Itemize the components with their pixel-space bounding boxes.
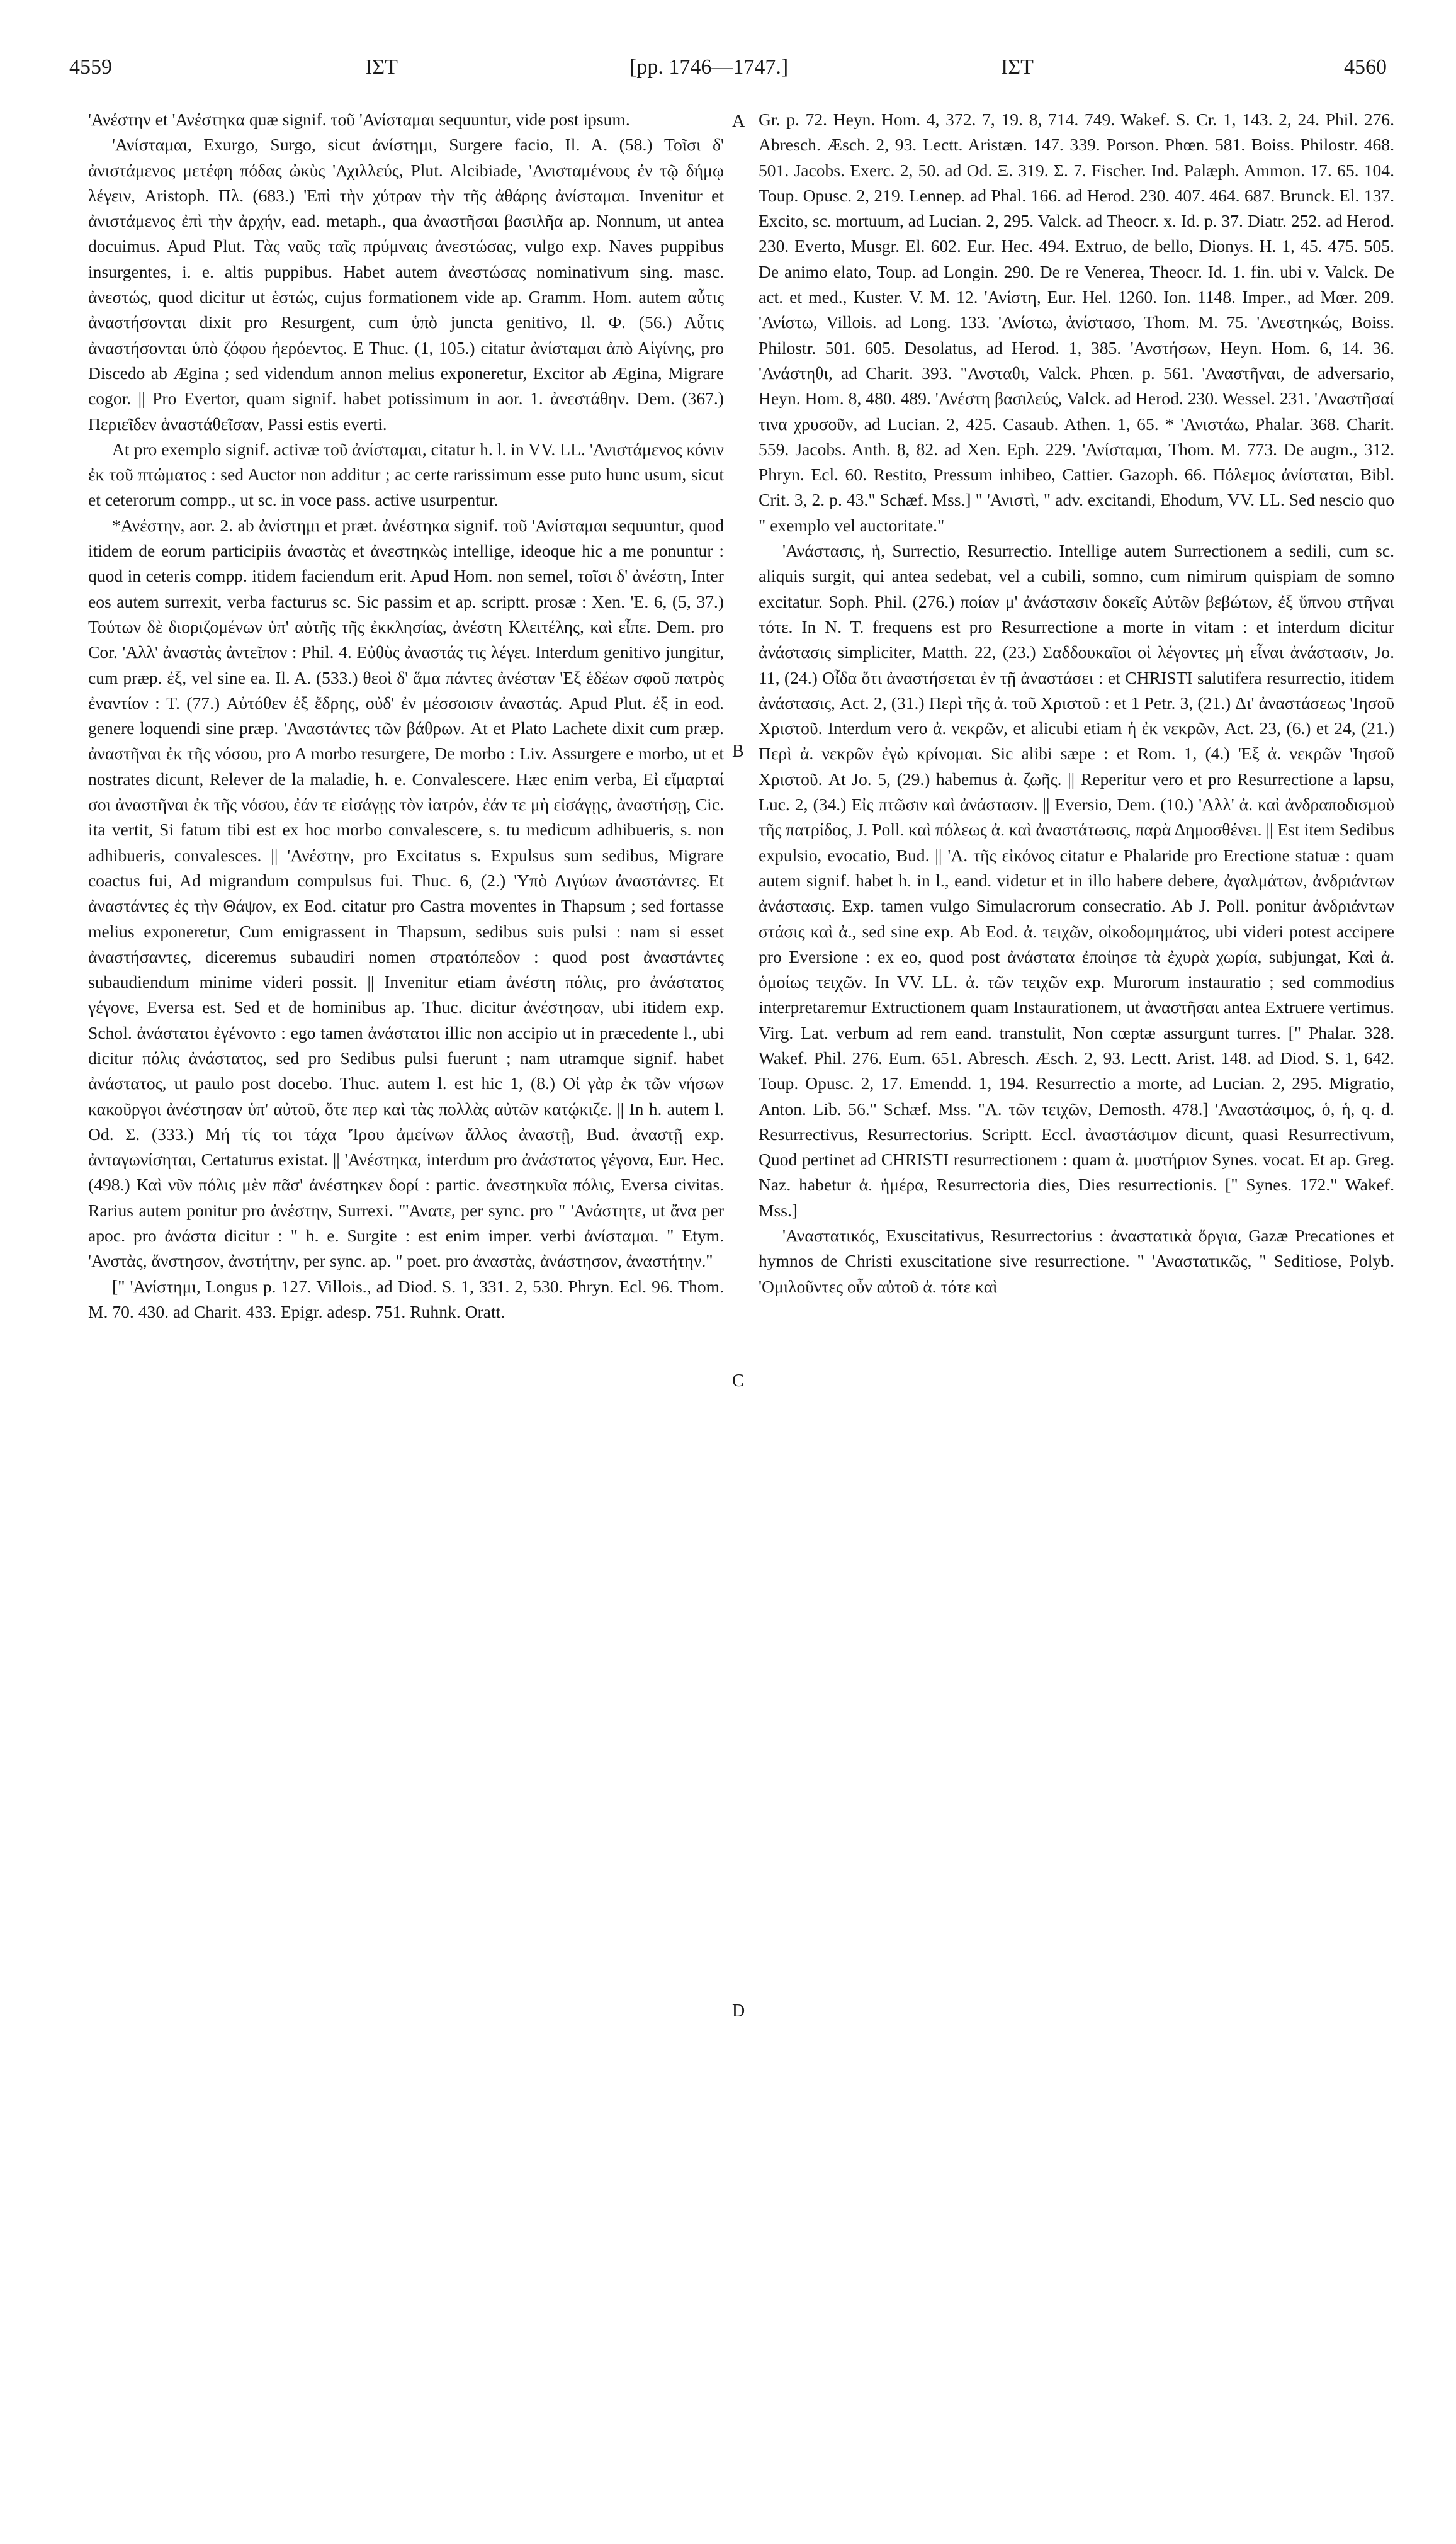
right-column	[759, 107, 1394, 1299]
entry-paragraph: At pro exemplo signif. activæ τοῦ ἀνίσταμαι, citatur h. l. in VV. LL. 'Ανιστάμενος κόνιν ἐκ τοῦ πτώματος : sed Auctor non additur ; ac certe rarissimum esse puto hunc usum, sicut et ceterorum compp., ut sc. in voce pass. active usurpentur.	[88, 439, 724, 510]
entry-paragraph: 'Αναστατικός, Exuscitativus, Resurrectorius : ἀναστατικὰ ὄργια, Gazæ Precationes et hymnos de Christi exuscitatione sive resurrectione. " 'Αναστατικῶς, " Seditiose, Polyb. 'Ομιλοῦντες οὖν αὐτοῦ ἀ. τότε καὶ	[759, 1226, 1394, 1296]
section-marker-a: A	[732, 111, 745, 131]
entry-paragraph: 'Ανέστην et 'Ανέστηκα quæ signif. τοῦ 'Ανίσταμαι sequuntur, vide post ipsum.	[88, 110, 630, 129]
entry-paragraph: *Ανέστην, aor. 2. ab ἀνίστημι et præt. ἀνέστηκα signif. τοῦ 'Ανίσταμαι sequuntur, quod itidem de eorum participiis ἀναστὰς et ἀνεστηκὼς intellige, ideoque hic a me ponuntur : quod in ceteris compp. itidem faciendum erit. Apud Hom. non semel, τοῖσι δ' ἀνέστη, Inter eos autem surrexit, verba facturus sc. Sic passim et ap. scriptt. prosæ : Xen. 'E. 6, (5, 37.) Τούτων δὲ διοριζομένων ὑπ' αὐτῆς τῆς ἐκκλησίας, ἀνέστη Κλειτέλης, καὶ εἶπε. Dem. pro Cor. 'Αλλ' ἀναστὰς ἀντεῖπον : Phil. 4. Εὐθὺς ἀναστάς τις λέγει. Interdum genitivo jungitur, cum præp. ἐξ, vel sine ea. Il. A. (533.) θεοὶ δ' ἅμα πάντες ἀνέσταν 'Εξ ἑδέων σφοῦ πατρὸς ἐναντίον : T. (77.) Αὐτόθεν ἐξ ἕδρης, οὐδ' ἐν μέσσοισιν ἀναστάς. Apud Plut. ἐξ in eod. genere loquendi sine præp. 'Αναστάντες τῶν βάθρων. At et Plato Lachete dixit cum præp. ἀναστῆναι ἐκ τῆς νόσου, pro A morbo resurgere, De morbo : Liv. Assurgere e morbo, ut et nostrates dicunt, Relever de la maladie, h. e. Convalescere. Hæc enim verba, Εἰ εἵμαρταί σοι ἀναστῆναι ἐκ τῆς νόσου, ἐάν τε εἰσάγῃς τὸν ἰατρόν, ἐάν τε μὴ εἰσάγῃς, ἀναστήσῃ, Cic. ita vertit, Si fatum tibi est ex hoc morbo convalescere, s. tu medicum adhibueris, s. non adhibueris, convalesces. || 'Ανέστην, pro Excitatus s. Expulsus sum sedibus, Migrare coactus fui, Ad migrandum compulsus fui. Thuc. 6, (2.) 'Υπὸ Λιγύων ἀναστάντες. Et ἀναστάντες ἐς τὴν Θάψον, ex Eod. citatur pro Castra moventes in Thapsum ; sed fortasse melius exponeretur, Cum emigrassent in Thapsum, sedibus suis pulsi : nam si esset ἀναστήσαντες, diceremus subaudiri nomen στρατόπεδον : quod post ἀναστάντες subaudiendum minime videri possit. || Invenitur etiam ἀνέστη πόλις, pro ἀνάστατος γέγονε, Eversa est. Sed et de hominibus ap. Thuc. dicitur ἀνέστησαν, ubi itidem exp. Schol. ἀνάστατοι ἐγένοντο : ego tamen ἀνάστατοι illic non accipio ut in præcedente l., ubi dicitur πόλις ἀνάστατος, sed pro Sedibus pulsi fuerunt ; nam utramque signif. habet ἀνάστατος, ut paulo post docebo. Thuc. autem l. est hic 1, (8.) Οἱ γὰρ ἐκ τῶν νήσων κακοῦργοι ἀνέστησαν ὑπ' αὐτοῦ, ὅτε περ καὶ τὰς πολλὰς αὐτῶν κατῴκιζε. || In h. autem l. Od. Σ. (333.) Μή τίς τοι τάχα 'Ίρου ἀμείνων ἄλλος ἀναστῇ, Bud. ἀναστῇ exp. ἀνταγωνίσηται, Certaturus existat. || 'Ανέστηκα, interdum pro ἀνάστατος γέγονα, Eur. Hec. (498.) Καὶ νῦν πόλις μὲν πᾶσ' ἀνέστηκεν δορί : partic. ἀνεστηκυῖα πόλις, Eversa civitas. Rarius autem ponitur pro ἀνέστην, Surrexi. "'Ανατε, per sync. pro " 'Ανάστητε, ut ἄνα per apoc. pro ἀνάστα dicitur : " h. e. Surgite : est enim imper. verbi ἀνίσταμαι. " Etym. 'Ανστὰς, ἄνστησον, ἀνστήτην, per sync. ap. " poet. pro ἀναστὰς, ἀνάστησον, ἀναστήτην."	[88, 515, 724, 1271]
section-marker-b: B	[732, 742, 744, 761]
running-head-right: ΙΣΤ	[1001, 55, 1034, 79]
section-marker-c: C	[732, 1371, 744, 1391]
page-number-left: 4559	[69, 55, 112, 79]
running-head-left: ΙΣΤ	[365, 55, 398, 79]
entry-paragraph: [" 'Ανίστημι, Longus p. 127. Villois., ad Diod. S. 1, 331. 2, 530. Phryn. Ecl. 96. Thom. M. 70. 430. ad Charit. 433. Epigr. adesp. 751. Ruhnk. Oratt.	[88, 1276, 724, 1321]
entry-paragraph: 'Ανίσταμαι, Exurgo, Surgo, sicut ἀνίστημι, Surgere facio, Il. A. (58.) Τοῖσι δ' ἀνιστάμενος μετέφη πόδας ὠκὺς 'Αχιλλεύς, Plut. Alcibiade, 'Ανισταμένους ἐν τῷ δήμῳ λέγειν, Aristoph. Πλ. (683.) 'Επὶ τὴν χύτραν τὴν τῆς ἀθάρης ἀνίσταμαι. Invenitur et ἀνιστάμενος ἐπὶ τὴν ἀρχήν, ead. metaph., qua ἀναστῆσαι βασιλῆα ap. Nonnum, ut antea docuimus. Apud Plut. Τὰς ναῦς ταῖς πρύμναις ἀνεστώσας, vulgo exp. Naves puppibus insurgentes, i. e. altis puppibus. Habet autem ἀνεστώσας nominativum sing. masc. ἀνεστώς, quod dicitur ut ἑστώς, cujus formationem vide ap. Gramm. Hom. autem αὖτις ἀναστήσονται dixit pro Resurgent, cum ὑπὸ juncta genitivo, Il. Φ. (56.) Αὖτις ἀναστήσονται ὑπὸ ζόφου ἠερόεντος. E Thuc. (1, 105.) citatur ἀνίσταμαι ἀπὸ Αἰγίνης, pro Discedo ab Ægina ; sed videndum annon melius exponeretur, Excitor ab Ægina, Migrare cogor. || Pro Evertor, quam signif. habet potissimum in aor. 1. ἀνεστάθην. Dem. (367.) Περιεῖδεν ἀναστάθεῖσαν, Passi estis everti.	[88, 135, 724, 434]
running-header	[69, 55, 1387, 93]
entry-paragraph: 'Ανάστασις, ἡ, Surrectio, Resurrectio. Intellige autem Surrectionem a sedili, cum sc. aliquis surgit, qui antea sedebat, vel a cubili, somno, cum nimirum quispiam de somno excitatur. Soph. Phil. (276.) ποίαν μ' ἀνάστασιν δοκεῖς Αὐτῶν βεβώτων, ἐξ ὕπνου στῆναι τότε. In N. T. frequens est pro Resurrectione a morte in vitam : et interdum dicitur ἀνάστασις simpliciter, Matth. 22, (23.) Σαδδουκαῖοι οἱ λέγοντες μὴ εἶναι ἀνάστασιν, Jo. 11, (24.) Οἶδα ὅτι ἀναστήσεται ἐν τῇ ἀναστάσει : et CHRISTI salutifera resurrectio, itidem ἀνάστασις, Act. 2, (31.) Περὶ τῆς ἀ. τοῦ Χριστοῦ : et 1 Petr. 3, (21.) Δι' ἀναστάσεως 'Ιησοῦ Χριστοῦ. Interdum vero ἀ. νεκρῶν, et alicubi etiam ἡ ἐκ νεκρῶν, Act. 23, (6.) et 24, (21.) Περὶ ἀ. νεκρῶν ἐγὼ κρίνομαι. Sic alibi sæpe : et Rom. 1, (4.) 'Εξ ἀ. νεκρῶν 'Ιησοῦ Χριστοῦ. At Jo. 5, (29.) habemus ἀ. ζωῆς. || Reperitur vero et pro Resurrectione a lapsu, Luc. 2, (34.) Εἰς πτῶσιν καὶ ἀνάστασιν. || Eversio, Dem. (10.) 'Αλλ' ἀ. καὶ ἀνδραποδισμοὺ τῆς πατρίδος, J. Poll. καὶ πόλεως ἀ. καὶ ἀναστάτωσις, παρὰ Δημοσθένει. || Est item Sedibus expulsio, evocatio, Bud. || 'Α. τῆς εἰκόνος citatur e Phalaride pro Erectione statuæ : quam autem signif. habet h. in l., eand. videtur et in illo habere debere, ἀγαλμάτων, ἀνδριάντων ἀνάστασις. Exp. tamen vulgo Simulacrorum consecratio. Ab J. Poll. ponitur ἀνδριάντων στάσις καὶ ἀ., sed sine exp. Ab Eod. ἀ. τειχῶν, οἰκοδομημάτος, ubi videri potest accipere pro Eversione : ex eo, quod post ἀνάστατα ἐποίησε τὰ ἐχυρὰ χωρία, subjungat, Καὶ ἀ. ὁμοίως τειχῶν. In VV. LL. ἀ. τῶν τειχῶν exp. Murorum instauratio ; sed commodius interpretaremur Extructionem quam Instaurationem, ut ἀναστῆσαι antea Extruere vertimus. Virg. Lat. verbum ad rem eand. transtulit, Non cœptæ assurgunt turres. [" Phalar. 328. Wakef. Phil. 276. Eum. 651. Abresch. Æsch. 2, 93. Lectt. Arist. 148. ad Diod. S. 1, 642. Toup. Opusc. 2, 17. Emendd. 1, 194. Resurrectio a morte, ad Lucian. 2, 295. Migratio, Anton. Lib. 56." Schæf. Mss. "Α. τῶν τειχῶν, Demosth. 478.] 'Αναστάσιμος, ὁ, ἡ, q. d. Resurrectivus, Resurrectorius. Scriptt. Eccl. ἀναστάσιμον dicunt, quasi Resurrectivum, Quod pertinet ad CHRISTI resurrectionem : quam ἀ. μυστήριον Synes. vocat. Et ap. Greg. Naz. habetur ἀ. ἡμέρα, Resurrectoria dies, Dies resurrectionis. [" Synes. 172." Wakef. Mss.]	[759, 541, 1394, 1220]
entry-paragraph: Gr. p. 72. Heyn. Hom. 4, 372. 7, 19. 8, 714. 749. Wakef. S. Cr. 1, 143. 2, 24. Phil. 276. Abresch. Æsch. 2, 93. Lectt. Aristæn. 147. 339. Porson. Phœn. 581. Boiss. Philostr. 468. 501. Jacobs. Exerc. 2, 50. ad Od. Ξ. 319. Σ. 7. Fischer. Ind. Palæph. Ammon. 17. 65. 104. Toup. Opusc. 2, 219. Lennep. ad Phal. 166. ad Herod. 230. 407. 464. 687. Brunck. El. 137. Excito, sc. mortuum, ad Lucian. 2, 295. Valck. ad Theocr. x. Id. p. 37. Diatr. 252. ad Herod. 230. Everto, Musgr. El. 602. Eur. Hec. 494. Extruo, de bello, Dionys. H. 1, 45. 475. 505. De animo elato, Toup. ad Longin. 290. De re Venerea, Theocr. Id. 1. fin. ubi v. Valck. De act. et med., Kuster. V. M. 12. 'Ανίστη, Eur. Hel. 1260. Ion. 1148. Imper., ad Mœr. 209. 'Ανίστω, Villois. ad Long. 133. 'Ανίστω, ἀνίστασο, Thom. M. 75. 'Ανεστηκώς, Boiss. Philostr. 501. 605. Desolatus, ad Herod. 1, 385. 'Ανστήσων, Heyn. Hom. 6, 14. 36. 'Ανάστηθι, ad Charit. 393. "Ανσταθι, Valck. Phœn. p. 561. 'Αναστῆναι, de adversario, Heyn. Hom. 8, 480. 489. 'Ανέστη βασιλεύς, Valck. ad Herod. 230. Wessel. 231. 'Αναστῆσαί τινα χρυσοῦν, ad Lucian. 2, 425. Casaub. Athen. 1, 65. * 'Ανιστάω, Phalar. 368. Charit. 559. Jacobs. Anth. 8, 82. ad Xen. Eph. 229. 'Ανίσταμαι, Thom. M. 773. De augm., 312. Phryn. Ecl. 60. Restito, Pressum inhibeo, Cattier. Gazoph. 66. Πόλεμος ἀνίσταται, Bibl. Crit. 3, 2. p. 43." Schæf. Mss.] " 'Ανιστὶ, " adv. excitandi, Ehodum, VV. LL. Sed nescio quo " exemplo vel auctoritate."	[759, 110, 1394, 535]
page-number-right: 4560	[1344, 55, 1387, 79]
page-range: [pp. 1746—1747.]	[629, 55, 789, 79]
section-marker-d: D	[732, 2001, 745, 2021]
left-column	[88, 107, 724, 1325]
